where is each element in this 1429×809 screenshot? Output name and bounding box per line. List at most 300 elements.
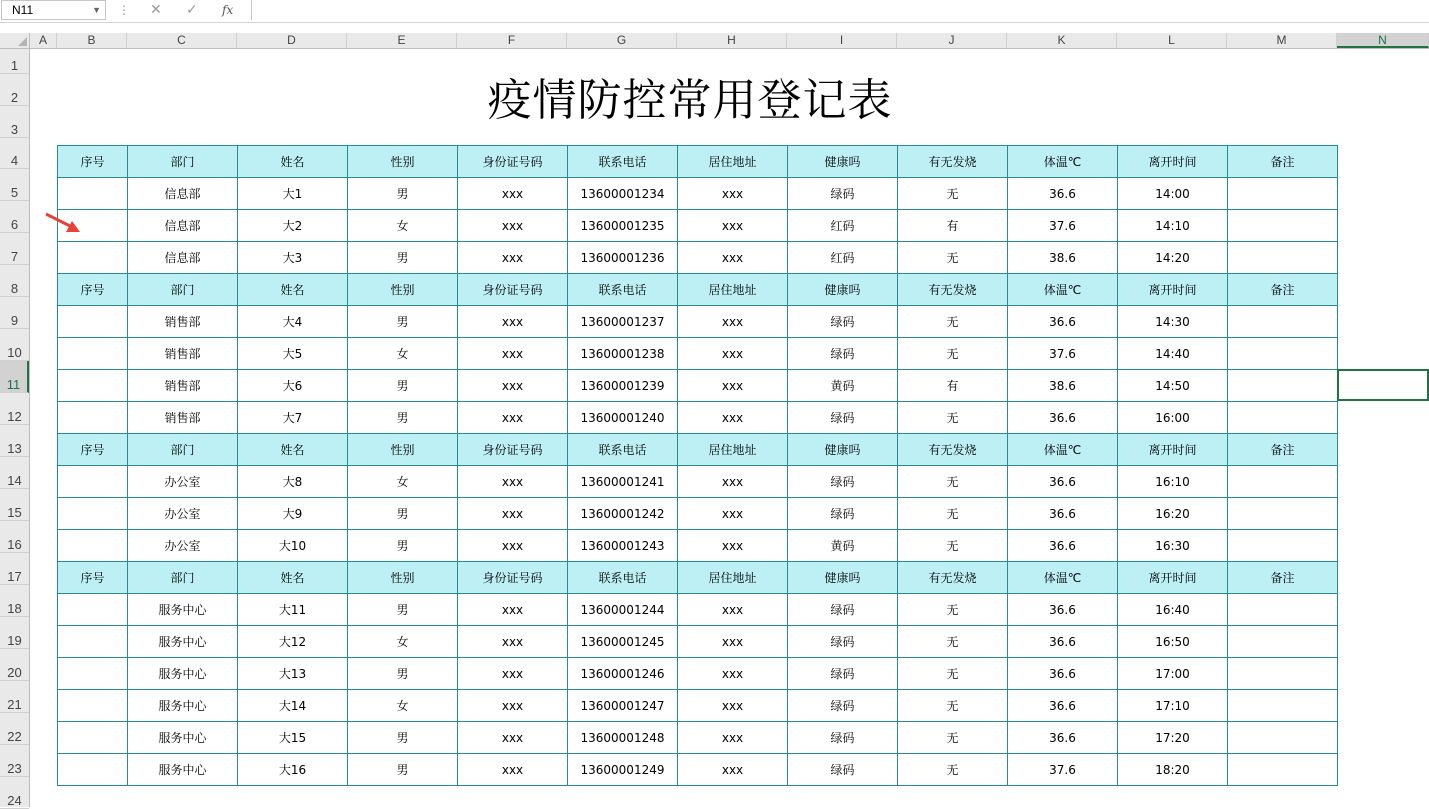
header-cell[interactable]: 健康吗 xyxy=(788,434,898,466)
table-cell[interactable]: 红码 xyxy=(788,210,898,242)
table-cell[interactable]: 有 xyxy=(898,370,1008,402)
table-cell[interactable]: 14:40 xyxy=(1118,338,1228,370)
table-cell[interactable]: 大1 xyxy=(238,178,348,210)
header-cell[interactable]: 序号 xyxy=(58,562,128,594)
table-cell[interactable]: 有 xyxy=(898,210,1008,242)
table-row xyxy=(58,658,1338,690)
table-cell[interactable]: 无 xyxy=(898,754,1008,786)
header-cell[interactable]: 联系电话 xyxy=(568,434,678,466)
header-cell[interactable]: 居住地址 xyxy=(678,146,788,178)
row-header-9[interactable] xyxy=(0,297,29,329)
table-cell[interactable] xyxy=(1228,466,1338,498)
table-cell[interactable]: 大9 xyxy=(238,498,348,530)
column-header-b[interactable]: B xyxy=(57,33,127,48)
table-cell[interactable]: 14:10 xyxy=(1118,210,1228,242)
table-cell[interactable]: 绿码 xyxy=(788,754,898,786)
table-cell[interactable]: 36.6 xyxy=(1008,690,1118,722)
table-cell[interactable]: 黄码 xyxy=(788,370,898,402)
table-cell[interactable]: xxx xyxy=(678,178,788,210)
header-cell[interactable]: 备注 xyxy=(1228,562,1338,594)
table-cell[interactable] xyxy=(1228,338,1338,370)
worksheet[interactable] xyxy=(30,49,1429,807)
header-cell[interactable]: 性别 xyxy=(348,562,458,594)
table-cell[interactable]: xxx xyxy=(678,594,788,626)
column-headers xyxy=(30,33,1429,49)
row-header-5[interactable] xyxy=(0,169,29,201)
table-cell[interactable]: 男 xyxy=(348,306,458,338)
active-cell-n11[interactable] xyxy=(1337,369,1429,401)
table-cell[interactable]: 13600001241 xyxy=(568,466,678,498)
table-cell[interactable]: 办公室 xyxy=(128,466,238,498)
table-cell[interactable]: xxx xyxy=(458,498,568,530)
header-cell[interactable]: 体温℃ xyxy=(1008,146,1118,178)
header-cell[interactable]: 身份证号码 xyxy=(458,562,568,594)
table-cell[interactable]: xxx xyxy=(678,498,788,530)
table-cell[interactable]: xxx xyxy=(458,306,568,338)
table-cell[interactable]: 红码 xyxy=(788,242,898,274)
table-cell[interactable]: 13600001246 xyxy=(568,658,678,690)
table-cell[interactable]: 销售部 xyxy=(128,338,238,370)
table-cell[interactable] xyxy=(58,722,128,754)
table-cell[interactable]: 大7 xyxy=(238,402,348,434)
header-cell[interactable]: 有无发烧 xyxy=(898,274,1008,306)
table-cell[interactable]: 绿码 xyxy=(788,338,898,370)
header-cell[interactable]: 联系电话 xyxy=(568,146,678,178)
table-cell[interactable]: 36.6 xyxy=(1008,498,1118,530)
table-cell[interactable]: 绿码 xyxy=(788,178,898,210)
table-cell[interactable]: 36.6 xyxy=(1008,306,1118,338)
table-cell[interactable]: 无 xyxy=(898,498,1008,530)
table-cell[interactable]: 男 xyxy=(348,722,458,754)
table-cell[interactable]: xxx xyxy=(678,402,788,434)
table-cell[interactable]: xxx xyxy=(458,722,568,754)
more-options-icon[interactable]: ⋮ xyxy=(118,3,130,17)
table-cell[interactable]: 绿码 xyxy=(788,722,898,754)
row-header-3[interactable] xyxy=(0,106,29,138)
row-header-20[interactable] xyxy=(0,649,29,681)
table-cell[interactable]: 13600001239 xyxy=(568,370,678,402)
header-cell[interactable]: 体温℃ xyxy=(1008,434,1118,466)
table-cell[interactable]: 无 xyxy=(898,722,1008,754)
table-cell[interactable]: 16:20 xyxy=(1118,498,1228,530)
table-cell[interactable]: 13600001247 xyxy=(568,690,678,722)
table-row xyxy=(58,626,1338,658)
table-cell[interactable]: 销售部 xyxy=(128,306,238,338)
table-cell[interactable]: xxx xyxy=(678,626,788,658)
column-header-j[interactable]: J xyxy=(897,33,1007,48)
table-cell[interactable]: 服务中心 xyxy=(128,754,238,786)
column-header-n[interactable]: N xyxy=(1337,33,1429,48)
table-cell[interactable]: 服务中心 xyxy=(128,690,238,722)
row-header-4[interactable] xyxy=(0,138,29,169)
header-cell[interactable]: 离开时间 xyxy=(1118,274,1228,306)
table-cell[interactable]: 女 xyxy=(348,466,458,498)
header-cell[interactable]: 离开时间 xyxy=(1118,562,1228,594)
table-cell[interactable]: 女 xyxy=(348,210,458,242)
row-number: 7 xyxy=(10,249,19,264)
table-cell[interactable] xyxy=(1228,754,1338,786)
table-cell[interactable]: 36.6 xyxy=(1008,466,1118,498)
row-header-21[interactable] xyxy=(0,681,29,713)
table-cell[interactable]: 36.6 xyxy=(1008,658,1118,690)
table-cell[interactable]: 女 xyxy=(348,690,458,722)
table-cell[interactable]: xxx xyxy=(678,210,788,242)
table-cell[interactable]: 大12 xyxy=(238,626,348,658)
header-cell[interactable]: 性别 xyxy=(348,146,458,178)
table-cell[interactable]: 信息部 xyxy=(128,178,238,210)
header-cell[interactable]: 身份证号码 xyxy=(458,274,568,306)
header-cell[interactable]: 离开时间 xyxy=(1118,146,1228,178)
column-header-k[interactable]: K xyxy=(1007,33,1117,48)
table-header-row xyxy=(58,274,1338,306)
enter-icon[interactable]: ✓ xyxy=(186,2,198,18)
table-cell[interactable]: xxx xyxy=(458,210,568,242)
table-cell[interactable]: 14:20 xyxy=(1118,242,1228,274)
table-row xyxy=(58,178,1338,210)
table-cell[interactable]: 17:10 xyxy=(1118,690,1228,722)
row-header-12[interactable] xyxy=(0,393,29,425)
table-cell[interactable]: xxx xyxy=(678,242,788,274)
table-cell[interactable] xyxy=(58,626,128,658)
table-cell[interactable]: 13600001243 xyxy=(568,530,678,562)
table-cell[interactable]: 大10 xyxy=(238,530,348,562)
row-header-11[interactable] xyxy=(0,361,29,393)
table-cell[interactable]: 16:50 xyxy=(1118,626,1228,658)
row-header-23[interactable] xyxy=(0,745,29,777)
table-cell[interactable]: 36.6 xyxy=(1008,594,1118,626)
table-cell[interactable]: 销售部 xyxy=(128,370,238,402)
header-cell[interactable]: 部门 xyxy=(128,146,238,178)
row-header-17[interactable] xyxy=(0,553,29,585)
table-cell[interactable]: 绿码 xyxy=(788,626,898,658)
table-cell[interactable]: 男 xyxy=(348,178,458,210)
table-cell[interactable]: xxx xyxy=(458,178,568,210)
row-header-6[interactable] xyxy=(0,201,29,233)
table-cell[interactable]: xxx xyxy=(458,338,568,370)
table-cell[interactable]: 36.6 xyxy=(1008,626,1118,658)
table-cell[interactable]: 大11 xyxy=(238,594,348,626)
row-header-19[interactable] xyxy=(0,617,29,649)
table-cell[interactable]: 男 xyxy=(348,754,458,786)
table-cell[interactable] xyxy=(58,498,128,530)
table-cell[interactable]: 17:20 xyxy=(1118,722,1228,754)
header-cell[interactable]: 性别 xyxy=(348,274,458,306)
table-cell[interactable]: 男 xyxy=(348,530,458,562)
table-cell[interactable] xyxy=(1228,722,1338,754)
table-cell[interactable]: 37.6 xyxy=(1008,338,1118,370)
table-cell[interactable]: 信息部 xyxy=(128,242,238,274)
table-cell[interactable]: 大15 xyxy=(238,722,348,754)
header-cell[interactable]: 居住地址 xyxy=(678,434,788,466)
table-cell[interactable]: 17:00 xyxy=(1118,658,1228,690)
table-cell[interactable]: 无 xyxy=(898,530,1008,562)
table-cell[interactable] xyxy=(1228,402,1338,434)
header-cell[interactable]: 身份证号码 xyxy=(458,146,568,178)
table-cell[interactable]: 大2 xyxy=(238,210,348,242)
row-number: 4 xyxy=(10,153,19,168)
table-cell[interactable]: 38.6 xyxy=(1008,242,1118,274)
row-header-18[interactable] xyxy=(0,585,29,617)
table-cell[interactable]: 男 xyxy=(348,402,458,434)
table-cell[interactable]: 36.6 xyxy=(1008,402,1118,434)
table-cell[interactable]: xxx xyxy=(678,754,788,786)
select-all-button[interactable] xyxy=(0,33,30,49)
table-cell[interactable]: 36.6 xyxy=(1008,530,1118,562)
table-cell[interactable]: 绿码 xyxy=(788,690,898,722)
table-cell[interactable]: 绿码 xyxy=(788,466,898,498)
table-cell[interactable]: 绿码 xyxy=(788,498,898,530)
header-cell[interactable]: 有无发烧 xyxy=(898,146,1008,178)
header-cell[interactable]: 健康吗 xyxy=(788,274,898,306)
table-cell[interactable]: 14:30 xyxy=(1118,306,1228,338)
table-cell[interactable]: 无 xyxy=(898,594,1008,626)
row-header-15[interactable] xyxy=(0,489,29,521)
header-cell[interactable]: 性别 xyxy=(348,434,458,466)
header-cell[interactable]: 居住地址 xyxy=(678,562,788,594)
table-cell[interactable]: xxx xyxy=(678,466,788,498)
table-cell[interactable]: 13600001235 xyxy=(568,210,678,242)
table-cell[interactable]: 大4 xyxy=(238,306,348,338)
table-cell[interactable] xyxy=(1228,370,1338,402)
table-cell[interactable]: 无 xyxy=(898,178,1008,210)
table-cell[interactable]: 无 xyxy=(898,690,1008,722)
formula-bar xyxy=(0,0,1429,23)
table-cell[interactable]: 服务中心 xyxy=(128,626,238,658)
table-cell[interactable] xyxy=(58,242,128,274)
table-cell[interactable]: 37.6 xyxy=(1008,754,1118,786)
table-cell[interactable]: 14:00 xyxy=(1118,178,1228,210)
header-cell[interactable]: 健康吗 xyxy=(788,146,898,178)
table-cell[interactable]: 绿码 xyxy=(788,594,898,626)
row-header-14[interactable] xyxy=(0,457,29,489)
header-cell[interactable]: 序号 xyxy=(58,274,128,306)
row-number: 14 xyxy=(7,473,22,488)
header-cell[interactable]: 联系电话 xyxy=(568,274,678,306)
table-cell[interactable]: xxx xyxy=(458,402,568,434)
table-cell[interactable]: 13600001242 xyxy=(568,498,678,530)
table-cell[interactable] xyxy=(1228,594,1338,626)
table-cell[interactable]: 13600001236 xyxy=(568,242,678,274)
header-cell[interactable]: 备注 xyxy=(1228,146,1338,178)
table-cell[interactable]: 女 xyxy=(348,626,458,658)
table-cell[interactable]: 男 xyxy=(348,370,458,402)
table-cell[interactable]: xxx xyxy=(458,466,568,498)
table-cell[interactable]: 服务中心 xyxy=(128,722,238,754)
row-header-10[interactable] xyxy=(0,329,29,361)
header-cell[interactable]: 姓名 xyxy=(238,274,348,306)
table-cell[interactable]: 13600001234 xyxy=(568,178,678,210)
table-cell[interactable]: 36.6 xyxy=(1008,722,1118,754)
table-cell[interactable] xyxy=(58,306,128,338)
table-cell[interactable]: xxx xyxy=(458,242,568,274)
header-cell[interactable]: 序号 xyxy=(58,434,128,466)
table-cell[interactable]: xxx xyxy=(458,658,568,690)
table-cell[interactable]: 16:00 xyxy=(1118,402,1228,434)
table-cell[interactable]: 服务中心 xyxy=(128,658,238,690)
table-cell[interactable]: 38.6 xyxy=(1008,370,1118,402)
table-cell[interactable] xyxy=(58,466,128,498)
table-cell[interactable] xyxy=(1228,626,1338,658)
table-cell[interactable]: xxx xyxy=(458,690,568,722)
red-arrow-annotation xyxy=(44,211,84,241)
table-cell[interactable] xyxy=(1228,498,1338,530)
table-cell[interactable]: 办公室 xyxy=(128,498,238,530)
header-cell[interactable]: 联系电话 xyxy=(568,562,678,594)
table-cell[interactable]: 男 xyxy=(348,658,458,690)
row-header-7[interactable] xyxy=(0,233,29,265)
table-cell[interactable]: 大5 xyxy=(238,338,348,370)
header-cell[interactable]: 体温℃ xyxy=(1008,562,1118,594)
table-cell[interactable] xyxy=(1228,210,1338,242)
table-cell[interactable]: xxx xyxy=(458,594,568,626)
header-cell[interactable]: 备注 xyxy=(1228,434,1338,466)
header-cell[interactable]: 姓名 xyxy=(238,562,348,594)
table-cell[interactable]: 37.6 xyxy=(1008,210,1118,242)
column-header-f[interactable]: F xyxy=(457,33,567,48)
header-cell[interactable]: 部门 xyxy=(128,434,238,466)
table-cell[interactable]: 16:10 xyxy=(1118,466,1228,498)
row-header-2[interactable] xyxy=(0,74,29,106)
table-cell[interactable]: 无 xyxy=(898,466,1008,498)
table-cell[interactable]: xxx xyxy=(458,530,568,562)
table-cell[interactable] xyxy=(58,178,128,210)
table-cell[interactable] xyxy=(58,594,128,626)
table-cell[interactable]: xxx xyxy=(458,754,568,786)
header-cell[interactable]: 身份证号码 xyxy=(458,434,568,466)
table-cell[interactable]: 绿码 xyxy=(788,658,898,690)
header-cell[interactable]: 部门 xyxy=(128,562,238,594)
table-cell[interactable]: 黄码 xyxy=(788,530,898,562)
row-header-8[interactable] xyxy=(0,265,29,297)
table-cell[interactable] xyxy=(1228,658,1338,690)
table-cell[interactable]: xxx xyxy=(458,370,568,402)
table-cell[interactable] xyxy=(58,370,128,402)
table-cell[interactable]: 无 xyxy=(898,402,1008,434)
table-cell[interactable]: 13600001237 xyxy=(568,306,678,338)
table-cell[interactable]: 无 xyxy=(898,626,1008,658)
table-cell[interactable]: xxx xyxy=(678,722,788,754)
header-cell[interactable]: 姓名 xyxy=(238,146,348,178)
table-cell[interactable]: 13600001244 xyxy=(568,594,678,626)
table-cell[interactable]: 大3 xyxy=(238,242,348,274)
table-cell[interactable]: 男 xyxy=(348,594,458,626)
header-cell[interactable]: 体温℃ xyxy=(1008,274,1118,306)
table-cell[interactable] xyxy=(1228,242,1338,274)
table-cell[interactable]: 信息部 xyxy=(128,210,238,242)
table-cell[interactable] xyxy=(1228,178,1338,210)
header-cell[interactable]: 备注 xyxy=(1228,274,1338,306)
table-cell[interactable]: 16:40 xyxy=(1118,594,1228,626)
table-cell[interactable]: 大14 xyxy=(238,690,348,722)
table-cell[interactable]: 16:30 xyxy=(1118,530,1228,562)
row-header-22[interactable] xyxy=(0,713,29,745)
table-cell[interactable]: 无 xyxy=(898,338,1008,370)
table-cell[interactable]: xxx xyxy=(678,530,788,562)
row-header-1[interactable] xyxy=(0,49,29,74)
row-number: 9 xyxy=(10,313,19,328)
table-cell[interactable]: xxx xyxy=(678,338,788,370)
table-cell[interactable]: 绿码 xyxy=(788,402,898,434)
column-header-g[interactable]: G xyxy=(567,33,677,48)
column-header-a[interactable]: A xyxy=(30,33,57,48)
table-cell[interactable]: xxx xyxy=(678,690,788,722)
table-cell[interactable] xyxy=(58,754,128,786)
table-cell[interactable] xyxy=(58,530,128,562)
column-header-c[interactable]: C xyxy=(127,33,237,48)
row-header-16[interactable] xyxy=(0,521,29,553)
table-cell[interactable]: xxx xyxy=(458,626,568,658)
table-cell[interactable]: xxx xyxy=(678,306,788,338)
chevron-down-icon[interactable]: ▼ xyxy=(92,5,101,15)
column-header-m[interactable]: M xyxy=(1227,33,1337,48)
cancel-icon[interactable]: ✕ xyxy=(150,2,162,18)
table-cell[interactable]: 大13 xyxy=(238,658,348,690)
column-header-l[interactable]: L xyxy=(1117,33,1227,48)
table-cell[interactable]: 13600001248 xyxy=(568,722,678,754)
table-cell[interactable]: 服务中心 xyxy=(128,594,238,626)
table-cell[interactable]: 办公室 xyxy=(128,530,238,562)
table-cell[interactable]: 无 xyxy=(898,306,1008,338)
column-header-h[interactable]: H xyxy=(677,33,787,48)
column-header-i[interactable]: I xyxy=(787,33,897,48)
table-cell[interactable]: xxx xyxy=(678,658,788,690)
table-cell[interactable] xyxy=(58,690,128,722)
table-cell[interactable]: 大16 xyxy=(238,754,348,786)
table-cell[interactable]: 13600001245 xyxy=(568,626,678,658)
table-cell[interactable]: 销售部 xyxy=(128,402,238,434)
table-cell[interactable]: 女 xyxy=(348,338,458,370)
row-header-13[interactable] xyxy=(0,425,29,457)
table-row xyxy=(58,530,1338,562)
table-cell[interactable] xyxy=(58,338,128,370)
table-cell[interactable]: 男 xyxy=(348,498,458,530)
row-header-24[interactable] xyxy=(0,777,29,809)
table-cell[interactable]: 13600001249 xyxy=(568,754,678,786)
header-cell[interactable]: 有无发烧 xyxy=(898,434,1008,466)
table-cell[interactable]: 男 xyxy=(348,242,458,274)
formula-input[interactable] xyxy=(251,0,1429,20)
table-cell[interactable]: xxx xyxy=(678,370,788,402)
table-cell[interactable] xyxy=(58,658,128,690)
header-cell[interactable]: 有无发烧 xyxy=(898,562,1008,594)
header-cell[interactable]: 健康吗 xyxy=(788,562,898,594)
table-cell[interactable]: 无 xyxy=(898,658,1008,690)
table-cell[interactable] xyxy=(58,402,128,434)
table-cell[interactable]: 36.6 xyxy=(1008,178,1118,210)
sheet-title[interactable]: 疫情防控常用登记表 xyxy=(487,75,893,126)
table-cell[interactable]: 14:50 xyxy=(1118,370,1228,402)
table-cell[interactable]: 绿码 xyxy=(788,306,898,338)
header-cell[interactable]: 姓名 xyxy=(238,434,348,466)
table-cell[interactable] xyxy=(1228,530,1338,562)
column-header-d[interactable]: D xyxy=(237,33,347,48)
table-cell[interactable]: 18:20 xyxy=(1118,754,1228,786)
header-cell[interactable]: 序号 xyxy=(58,146,128,178)
header-cell[interactable]: 部门 xyxy=(128,274,238,306)
table-cell[interactable] xyxy=(1228,306,1338,338)
table-cell[interactable]: 13600001240 xyxy=(568,402,678,434)
table-cell[interactable]: 大8 xyxy=(238,466,348,498)
table-cell[interactable]: 无 xyxy=(898,242,1008,274)
header-cell[interactable]: 离开时间 xyxy=(1118,434,1228,466)
insert-function-icon[interactable]: fx xyxy=(222,3,234,17)
column-header-e[interactable]: E xyxy=(347,33,457,48)
table-cell[interactable]: 13600001238 xyxy=(568,338,678,370)
table-cell[interactable] xyxy=(1228,690,1338,722)
table-cell[interactable]: 大6 xyxy=(238,370,348,402)
header-cell[interactable]: 居住地址 xyxy=(678,274,788,306)
name-box[interactable] xyxy=(1,0,106,20)
